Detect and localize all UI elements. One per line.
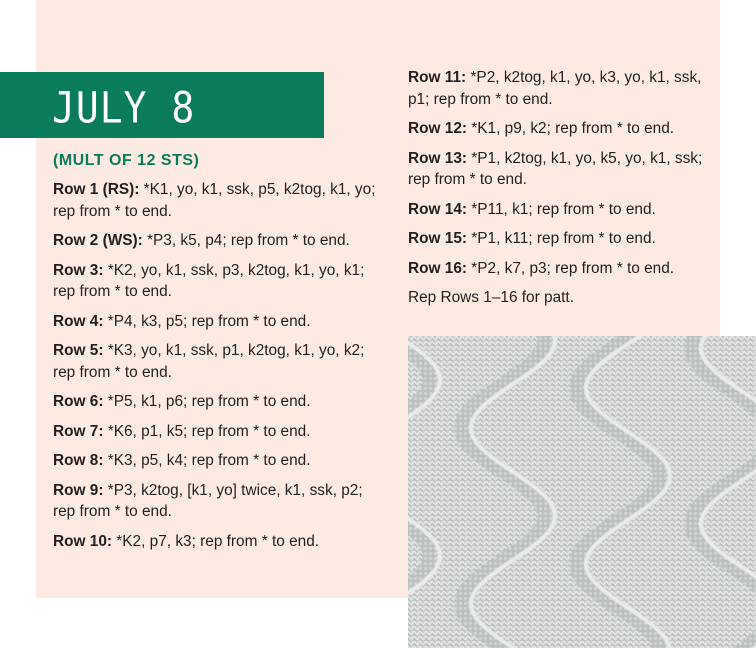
row-instructions: *P2, k2tog, k1, yo, k3, yo, k1, ssk, p1; rep from * to end.: [408, 69, 702, 108]
row-label: Row 4:: [53, 312, 104, 330]
stitch-multiple: (MULT OF 12 STS): [53, 152, 200, 169]
page-title: JULY 8: [52, 83, 196, 133]
row-label: Row 1 (RS):: [53, 181, 140, 198]
row-list-left: [53, 179, 383, 552]
instructions-left-column: [53, 150, 383, 560]
row-instructions: *K1, yo, k1, ssk, p5, k2tog, k1, yo; rep from * to end.: [53, 181, 376, 220]
row-label: Row 2 (WS):: [53, 232, 143, 249]
row-instructions: *K3, p5, k4; rep from * to end.: [103, 452, 311, 469]
swatch-texture-image: [408, 336, 756, 648]
pattern-row: [408, 67, 718, 110]
row-instructions: *K2, yo, k1, ssk, p3, k2tog, k1, yo, k1; rep from * to end.: [53, 261, 365, 300]
repeat-note: Rep Rows 1–16 for patt.: [408, 289, 574, 306]
instructions-right-column: [408, 67, 718, 309]
row-label: Row 8:: [53, 452, 104, 469]
row-instructions: *P1, k2tog, k1, yo, k5, yo, k1, ssk; rep from * to end.: [408, 149, 703, 188]
row-instructions: *P5, k1, p6; rep from * to end.: [103, 393, 311, 410]
pattern-row: [408, 228, 718, 250]
row-list-right: [408, 67, 718, 279]
pattern-row: [408, 118, 718, 140]
pattern-row: [53, 391, 383, 413]
row-label: Row 11:: [408, 69, 467, 86]
row-label: Row 12:: [408, 120, 468, 137]
knitted-swatch-photo: [408, 336, 756, 648]
pattern-row: [53, 450, 383, 472]
pattern-row: [408, 258, 718, 280]
row-instructions: *K6, p1, k5; rep from * to end.: [103, 422, 311, 440]
pattern-row: [53, 531, 383, 553]
pattern-row: [53, 340, 383, 383]
row-instructions: *P2, k7, p3; rep from * to end.: [467, 259, 675, 277]
pattern-row: [53, 230, 383, 252]
row-instructions: *K1, p9, k2; rep from * to end.: [467, 120, 675, 137]
pattern-row: [408, 199, 718, 221]
row-label: Row 16:: [408, 259, 468, 277]
pattern-row: [53, 260, 383, 303]
row-instructions: *P11, k1; rep from * to end.: [467, 200, 656, 218]
row-label: Row 5:: [53, 342, 104, 359]
pattern-row: [53, 421, 383, 443]
pattern-row: [53, 311, 383, 333]
row-instructions: *P3, k5, p4; rep from * to end.: [142, 232, 350, 249]
row-instructions: *P3, k2tog, [k1, yo] twice, k1, ssk, p2; rep from * to end.: [53, 481, 363, 520]
row-label: Row 9:: [53, 481, 104, 499]
row-label: Row 14:: [408, 200, 468, 218]
pattern-row: [53, 480, 383, 523]
pattern-row: [53, 179, 383, 222]
row-label: Row 3:: [53, 261, 104, 279]
row-label: Row 15:: [408, 230, 468, 247]
row-label: Row 10:: [53, 532, 113, 550]
row-instructions: *P1, k11; rep from * to end.: [467, 230, 656, 247]
row-instructions: *K2, p7, k3; rep from * to end.: [112, 532, 320, 550]
row-label: Row 6:: [53, 393, 104, 410]
pattern-row: [408, 148, 718, 191]
row-label: Row 7:: [53, 422, 104, 440]
row-label: Row 13:: [408, 149, 468, 167]
row-instructions: *P4, k3, p5; rep from * to end.: [103, 312, 311, 330]
row-instructions: *K3, yo, k1, ssk, p1, k2tog, k1, yo, k2; rep from * to end.: [53, 342, 365, 381]
